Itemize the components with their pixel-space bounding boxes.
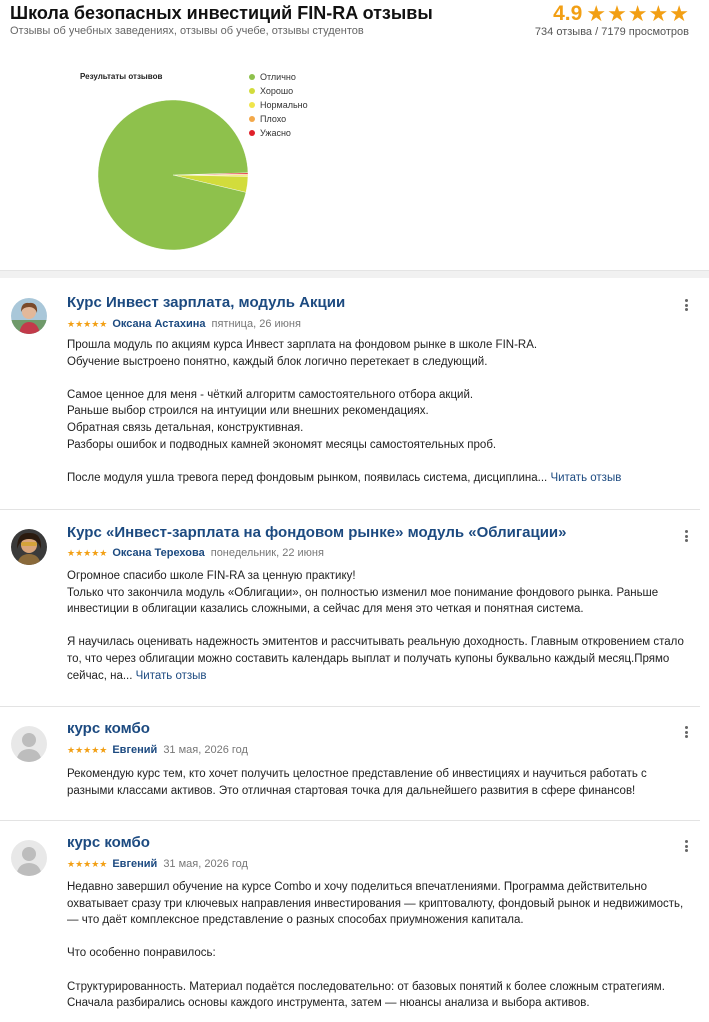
avatar[interactable] [11,298,47,334]
legend-item [249,126,308,140]
legend-item [249,70,308,84]
legend-dot-icon [249,116,255,122]
star-icon: ★ [648,1,669,26]
review-paragraph: Самое ценное для меня - чёткий алгоритм самостоятельного отбора акций. [67,388,474,401]
views-count: 7179 просмотров [601,26,689,38]
review-body [67,766,687,799]
avatar[interactable] [11,840,47,876]
page-header [0,0,709,270]
review-paragraph [67,634,687,684]
section-separator [0,270,709,278]
review-date: 31 мая, 2026 год [163,744,248,756]
star-icon: ★ [669,1,689,26]
review-date: пятница, 26 июня [211,318,301,330]
review-stars: ★★★★★ [67,547,108,558]
chart-legend [249,70,308,140]
rating-summary [535,2,689,38]
review-meta [67,318,301,330]
legend-dot-icon [249,74,255,80]
review-body [67,568,687,684]
review-text: После модуля ушла тревога перед фондовым рынком, появилась система, дисциплина... [67,471,548,484]
review-paragraph: Только что закончила модуль «Облигации», он полностью изменил мое понимание фондового рынка. Раньше инвестиции в облигации казались сложными, а сейчас для меня это четкая и понятная система. [67,586,659,616]
review-body [67,337,687,486]
legend-dot-icon [249,130,255,136]
review-paragraph: Структурированность. Материал подаётся последовательно: от базовых понятий к более сложным стратегиям. Сначала разбирались основы каждого инструмента, затем — нюансы анализа и выбора активов. [67,980,665,1010]
review-paragraph: Недавно завершил обучение на курсе Combo и хочу поделиться впечатлениями. Программа действительно охватывает сразу три ключевых направления инвестирования — криптовалюту, фондовый рынок и недвижимость, — что даёт комплексное представление о разных способах приумножения капитала. [67,881,684,927]
review-card [0,821,709,1022]
review-card [0,707,709,821]
chart-title: Результаты отзывов [80,72,163,81]
review-text: Я научилась оценивать надежность эмитентов и рассчитывать реальную доходность. Главным откровением стало то, что через облигации можно составить календарь выплат и получать купоны буквально каждый месяц.Прямо сейчас, на... [67,636,684,682]
legend-dot-icon [249,88,255,94]
review-stars: ★★★★★ [67,744,108,755]
page-title: Школа безопасных инвестиций FIN-RA отзывы [10,3,433,23]
star-icon: ★ [586,1,607,26]
review-paragraph [67,618,687,635]
more-options-icon[interactable] [681,838,691,854]
review-author[interactable]: Евгений [112,858,158,870]
review-paragraph: Огромное спасибо школе FIN-RA за ценную практику! [67,570,356,582]
star-icon: ★ [607,1,627,26]
legend-label: Плохо [260,114,287,124]
avatar-photo-icon [11,529,47,565]
review-paragraph [67,370,687,387]
review-paragraph [67,453,687,470]
review-title[interactable]: Курс «Инвест-зарплата на фондовом рынке» модуль «Облигации» [67,524,567,541]
review-meta [67,858,248,870]
review-meta [67,547,324,559]
rating-meta [535,26,689,38]
avatar[interactable] [11,726,47,762]
legend-label: Хорошо [260,86,294,96]
legend-dot-icon [249,102,255,108]
legend-item [249,84,308,98]
review-paragraph: Разборы ошибок и подводных камней экономят месяцы самостоятельных проб. [67,438,497,451]
star-icon: ★ [627,1,648,26]
reviews-pie-chart [0,64,360,264]
legend-label: Отлично [260,72,296,82]
review-stars: ★★★★★ [67,318,108,329]
more-options-icon[interactable] [681,297,691,313]
review-stars: ★★★★★ [67,858,108,869]
review-paragraph [67,929,687,946]
review-author[interactable]: Евгений [112,744,158,756]
review-card [0,279,709,509]
review-paragraph: Обучение выстроено понятно, каждый блок логично перетекает в следующий. [67,355,488,368]
page-subtitle: Отзывы об учебных заведениях, отзывы об учебе, отзывы студентов [10,25,364,37]
review-meta [67,744,248,756]
legend-item [249,98,308,112]
read-more-link[interactable]: Читать отзыв [550,471,622,484]
review-author[interactable]: Оксана Астахина [112,318,206,330]
user-placeholder-icon [11,726,47,762]
legend-item [249,112,308,126]
review-title[interactable]: Курс Инвест зарплата, модуль Акции [67,294,346,311]
review-date: понедельник, 22 июня [210,547,324,559]
more-options-icon[interactable] [681,528,691,544]
legend-label: Нормально [260,100,308,110]
review-date: 31 мая, 2026 год [163,858,248,870]
review-title[interactable]: курс комбо [67,834,150,851]
review-title[interactable]: курс комбо [67,720,150,737]
rating-stars [586,2,689,26]
more-options-icon[interactable] [681,724,691,740]
review-paragraph [67,470,687,487]
review-author[interactable]: Оксана Терехова [112,547,205,559]
review-paragraph: Раньше выбор строился на интуиции или внешних рекомендациях. [67,405,429,418]
legend-label: Ужасно [260,128,291,138]
avatar-photo-icon [11,298,47,334]
review-paragraph: Что особенно понравилось: [67,947,216,960]
user-placeholder-icon [11,840,47,876]
reviews-count: 734 отзыва [534,26,593,38]
review-paragraph: Рекомендую курс тем, кто хочет получить целостное представление об инвестициях и научиться работать с разными классами активов. Это отличная стартовая точка для дальнейшего развития в сфере финансов! [67,768,647,797]
views-separator: / [592,26,602,38]
avatar[interactable] [11,529,47,565]
read-more-link[interactable]: Читать отзыв [135,669,207,682]
review-paragraph: Прошла модуль по акциям курса Инвест зарплата на фондовом рынке в школе FIN-RA. [67,339,538,351]
review-card [0,510,709,705]
review-body [67,879,687,1012]
review-paragraph [67,962,687,979]
review-paragraph: Обратная связь детальная, конструктивная. [67,421,304,434]
rating-value: 4.9 [553,2,583,25]
